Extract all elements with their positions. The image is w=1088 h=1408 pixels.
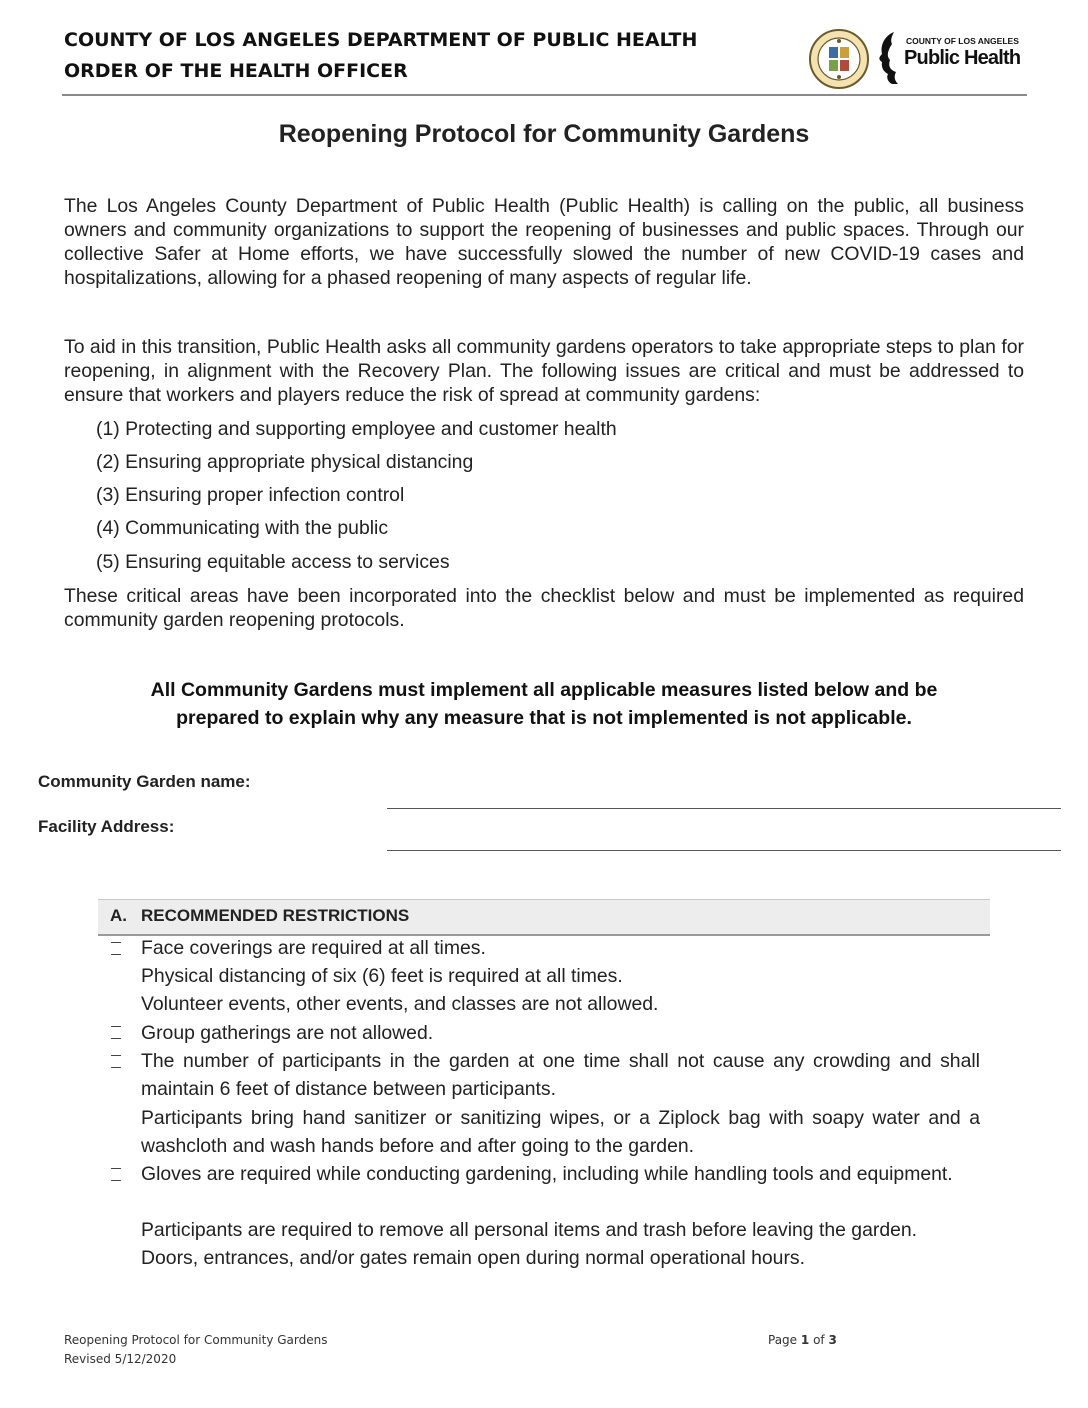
logo-public-health-text: Public Health — [904, 47, 1021, 69]
checklist-item: Participants bring hand sanitizer or sanitizing wipes, or a Ziplock bag with soapy water and a washcloth and wash hands before and after going to the garden. — [141, 1107, 980, 1157]
section-title: RECOMMENDED RESTRICTIONS — [141, 906, 410, 925]
must-implement-line2: prepared to explain why any measure that is not implemented is not applicable. — [176, 707, 912, 729]
critical-areas-paragraph: These critical areas have been incorporated into the checklist below and must be implemented as required community garden reopening protocols. — [64, 585, 1024, 631]
issue-item: (5) Ensuring equitable access to services — [96, 551, 450, 573]
footer-page-total: 3 — [828, 1333, 837, 1347]
profile-silhouette-icon — [876, 30, 906, 86]
public-health-logo — [876, 30, 1026, 88]
header-agency: COUNTY OF LOS ANGELES DEPARTMENT OF PUBLIC HEALTH — [64, 29, 698, 51]
section-letter: A. — [110, 906, 127, 925]
checkbox[interactable] — [111, 942, 121, 955]
header-rule — [62, 94, 1027, 96]
footer-doc-title: Reopening Protocol for Community Gardens — [64, 1333, 328, 1347]
section-header — [98, 899, 990, 936]
logo-county-text: COUNTY OF LOS ANGELES — [906, 36, 1019, 46]
facility-address-label: Facility Address: — [38, 817, 175, 836]
facility-address-field[interactable] — [387, 850, 1061, 851]
garden-name-field[interactable] — [387, 808, 1061, 809]
checkbox[interactable] — [111, 1168, 121, 1181]
footer-page-word: Page — [768, 1333, 798, 1347]
checklist-item: Participants are required to remove all personal items and trash before leaving the garden. — [141, 1219, 918, 1241]
transition-paragraph: To aid in this transition, Public Health asks all community gardens operators to take appropriate steps to plan for reopening, in alignment with the Recovery Plan. The following issues are critical and must be addressed to ensure that workers and players reduce the risk of spread at community gardens: — [64, 336, 1024, 406]
must-implement-line1: All Community Gardens must implement all applicable measures listed below and be — [150, 679, 938, 701]
issue-item: (1) Protecting and supporting employee and customer health — [96, 418, 617, 440]
county-seal-logo — [808, 28, 870, 90]
intro-paragraph: The Los Angeles County Department of Public Health (Public Health) is calling on the public, all business owners and community organizations to support the reopening of businesses and public spaces. Through our collective Safer at Home efforts, we have successfully slowed the number of new COVID-19 cases and hospitalizations, allowing for a phased reopening of many aspects of regular life. — [64, 195, 1024, 289]
checklist-item: Group gatherings are not allowed. — [141, 1022, 434, 1044]
checklist-item: Physical distancing of six (6) feet is required at all times. — [141, 965, 623, 987]
footer-page-number — [768, 1333, 837, 1347]
issue-item: (3) Ensuring proper infection control — [96, 484, 405, 506]
footer-page-current: 1 — [800, 1333, 810, 1347]
checklist-item: Gloves are required while conducting gardening, including while handling tools and equipment. — [141, 1163, 953, 1185]
checklist-item: Doors, entrances, and/or gates remain open during normal operational hours. — [141, 1247, 805, 1269]
checklist-item: Face coverings are required at all times. — [141, 937, 486, 959]
page-title: Reopening Protocol for Community Gardens — [278, 120, 810, 148]
footer-of-word: of — [813, 1333, 825, 1347]
checkbox[interactable] — [111, 1026, 121, 1039]
issue-item: (2) Ensuring appropriate physical distancing — [96, 451, 474, 473]
checklist-item: Volunteer events, other events, and classes are not allowed. — [141, 993, 659, 1015]
garden-name-label: Community Garden name: — [38, 772, 251, 791]
checkbox[interactable] — [111, 1055, 121, 1068]
issue-item: (4) Communicating with the public — [96, 517, 389, 539]
footer-revised: Revised 5/12/2020 — [64, 1352, 177, 1366]
checklist-item: The number of participants in the garden at one time shall not cause any crowding and shall maintain 6 feet of distance between participants. — [141, 1050, 980, 1100]
header-order: ORDER OF THE HEALTH OFFICER — [64, 60, 408, 82]
